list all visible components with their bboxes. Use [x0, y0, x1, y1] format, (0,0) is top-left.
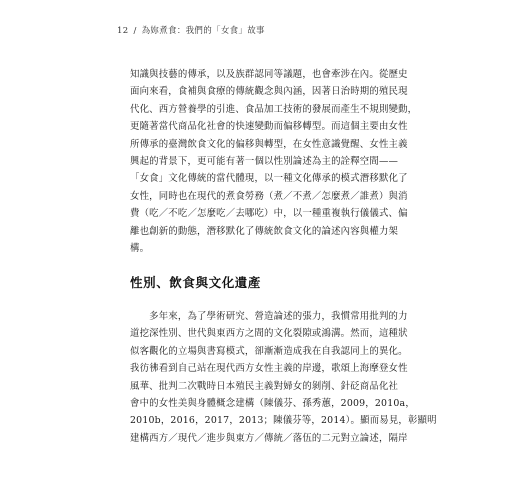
text-line: 所傳承的臺灣飲食文化的偏移與轉型，在女性意識覺醒、女性主義 — [130, 138, 408, 150]
text-line: 道挖深性別、世代與東西方之間的文化裂隙或鴻溝。然而，這種狀 — [130, 328, 408, 340]
section-heading: 性別、飲食與文化遺產 — [130, 275, 262, 290]
text-line: 建構西方／現代／進步與東方／傳統／落伍的二元對立論述，隔岸 — [130, 432, 408, 444]
header-separator: / — [133, 26, 137, 36]
text-line: 2010b，2016，2017，2013；陳儀芬等，2014）。顯而易見，彰顯明 — [130, 415, 437, 427]
running-header — [117, 24, 265, 36]
text-line: 構。 — [130, 243, 150, 255]
text-line: 似客觀化的立場與書寫模式，卻漸漸造成我在自我認同上的異化。 — [130, 345, 408, 357]
text-line: 知識與技藝的傳承，以及族群認同等議題，也會牽涉在內。從歷史 — [130, 69, 408, 80]
paragraph-1 — [130, 66, 418, 257]
text-line: 女性，同時也在現代的煮食勞務（煮／不煮／怎麼煮／誰煮）與消 — [130, 190, 408, 202]
text-line: 我彷彿看到自己站在現代西方女性主義的岸邊，歌頌上海摩登女性 — [130, 363, 408, 375]
paragraph-2 — [130, 308, 437, 447]
book-title: 為妳煮食：我們的「女食」故事 — [141, 26, 265, 36]
text-line: 代化、西方營養學的引進、食品加工技術的發展而產生不規則變動， — [130, 103, 418, 115]
text-line: 面向來看，食補與食療的傳統觀念與內涵，因著日治時期的殖民現 — [130, 86, 408, 98]
text-line: 會中的女性美與身體概念建構（陳儀芬、孫秀蕙，2009，2010a， — [130, 398, 415, 410]
text-line: 興起的背景下，更可能有著一個以性別論述為主的詮釋空間—— — [130, 156, 399, 168]
page-number: 12 — [117, 26, 129, 36]
text-line: 「女食」文化傳統的當代體現，以一種文化傳承的模式潛移默化了 — [130, 173, 408, 185]
text-line: 離也創新的動態，潛移默化了傳統飲食文化的論述內容與權力架 — [130, 225, 399, 237]
text-line: 更隨著當代商品化社會的快速變動而偏移轉型。而這個主要由女性 — [130, 121, 408, 133]
text-line: 風華、批判二次戰時日本殖民主義對婦女的剝削、針砭商品化社 — [130, 380, 399, 392]
text-line: 多年來，為了學術研究、營造論述的張力，我慣常用批判的力 — [130, 311, 408, 322]
text-line: 費（吃／不吃／怎麼吃／去哪吃）中，以一種重複執行儀儀式、偏 — [130, 208, 408, 220]
